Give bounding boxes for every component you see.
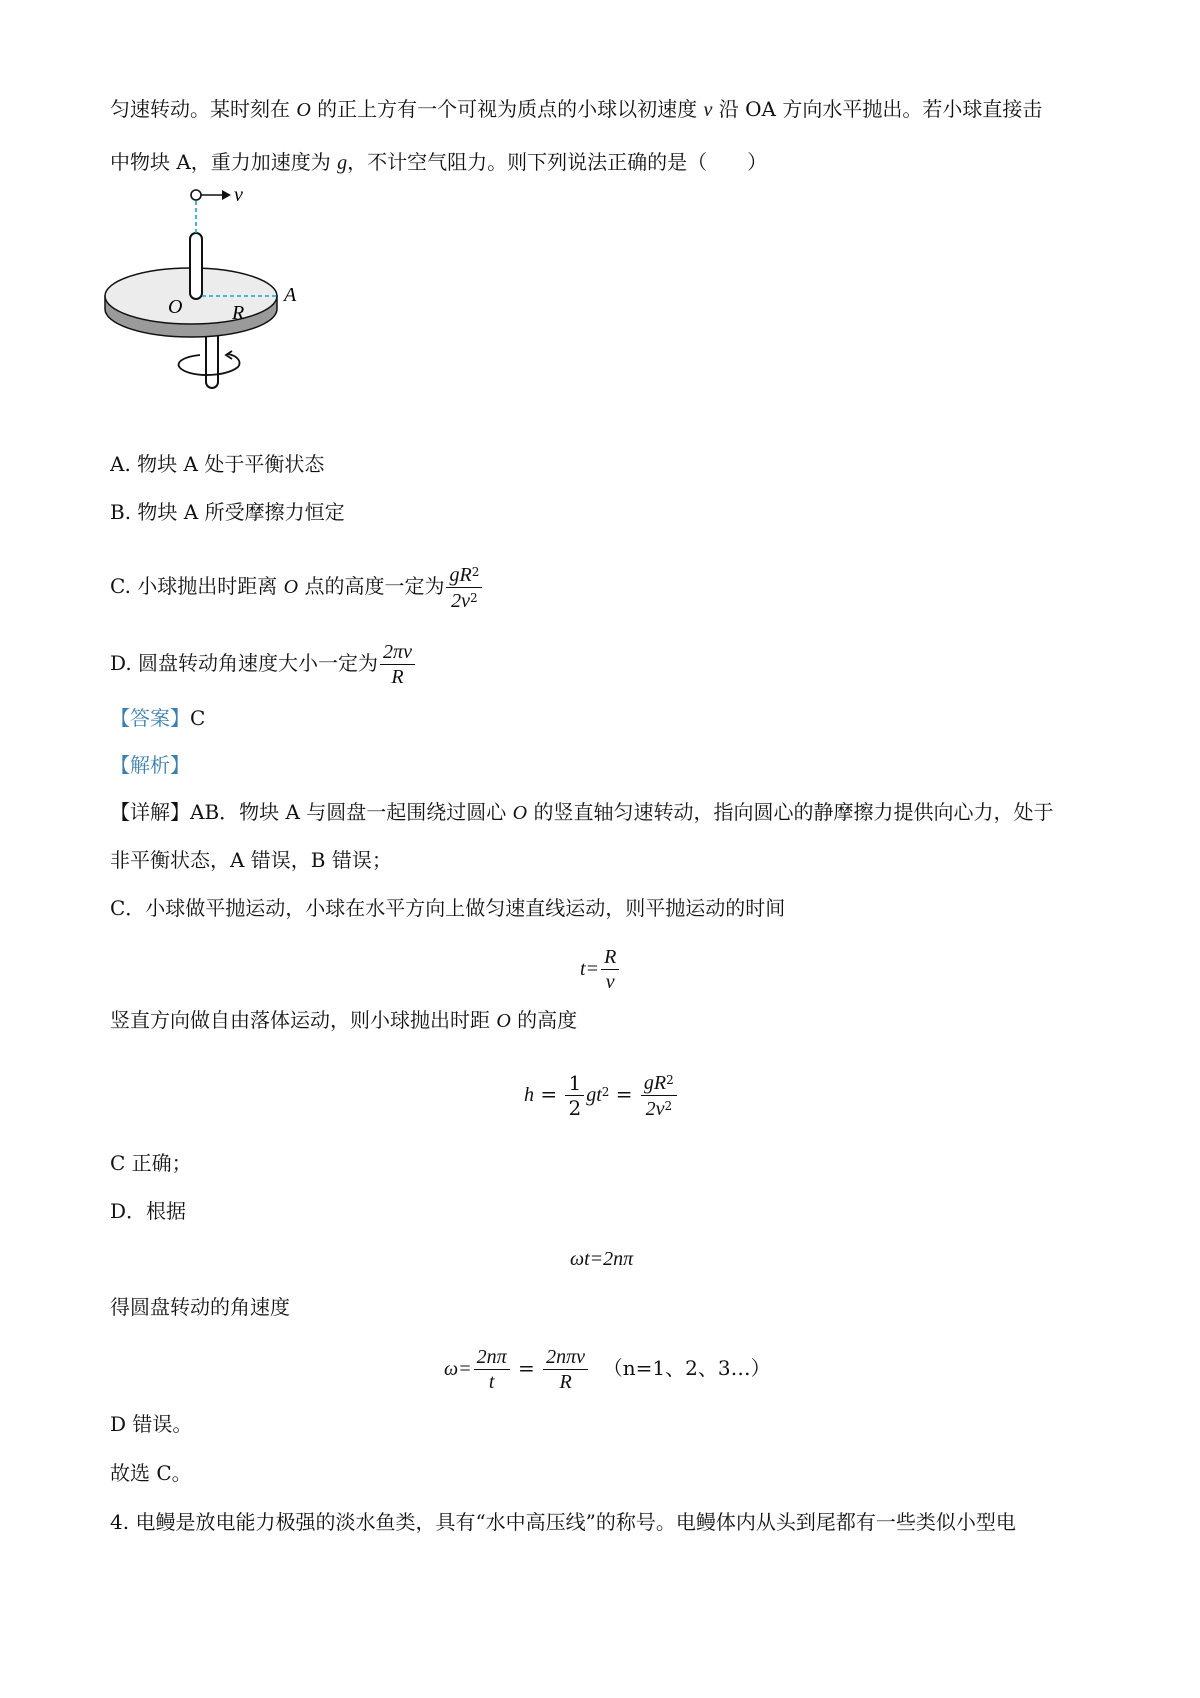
analysis-line: [110, 750, 190, 780]
label-A: A: [284, 284, 297, 306]
option-d: D. 圆盘转动角速度大小一定为 $\frac{2\pi v}{R}$: [110, 633, 417, 693]
detail-line-2: 非平衡状态，A 错误，B 错误；: [110, 848, 392, 872]
option-b: B. 物块 A 所受摩擦力恒定: [110, 500, 345, 524]
detail-line-1: 【详解】AB．物块 A 与圆盘一起围绕过圆心 O 的竖直轴匀速转动，指向圆心的静摩擦力提供向心力，处于: [110, 800, 1054, 824]
answer-value: C: [190, 706, 206, 730]
question-line-1: 匀速转动。某时刻在 O 的正上方有一个可视为质点的小球以初速度 v 沿 OA 方向水平抛出。若小球直接击: [110, 97, 1043, 121]
equation-angular-velocity: ω= $\frac{2n\pi}{t}$ = $\frac{\text{2nπv}}{R}$ （n=1、2、3…）: [444, 1346, 771, 1393]
equation-height: h = $\frac{1}{2}$ $gt^2$ = $\frac{gR^2}{2v^2}$: [524, 1064, 679, 1125]
analysis-tag: 【解析】: [110, 753, 190, 777]
detail-tag: 【详解】: [110, 800, 190, 824]
detail-line-4: 竖直方向做自由落体运动，则小球抛出时距 O 的高度: [110, 1008, 578, 1032]
label-v: v: [234, 185, 243, 206]
detail-line-3: C．小球做平抛运动，小球在水平方向上做匀速直线运动，则平抛运动的时间: [110, 896, 786, 920]
detail-line-8: D 错误。: [110, 1412, 193, 1436]
label-R: R: [232, 302, 245, 324]
next-question: 4. 电鳗是放电能力极强的淡水鱼类，具有“水中高压线”的称号。电鳗体内从头到尾都有一些类似小型电: [110, 1510, 1016, 1534]
answer-line: [110, 703, 205, 733]
equation-time: t= $\frac{R}{v}$: [580, 938, 621, 999]
option-a: A. 物块 A 处于平衡状态: [110, 452, 325, 476]
rotating-disk-figure: [100, 185, 320, 400]
question-line-2: 中物块 A，重力加速度为 g，不计空气阻力。则下列说法正确的是（ ）: [110, 150, 768, 174]
option-c: C. 小球抛出时距离 O 点的高度一定为 $\frac{gR^2}{2v^2}$: [110, 556, 484, 617]
detail-line-6: D．根据: [110, 1199, 187, 1223]
option-c-fraction: $\frac{gR^2}{2v^2}$: [446, 562, 482, 613]
option-d-fraction: $\frac{2\pi v}{R}$: [380, 640, 415, 689]
detail-line-5: C 正确；: [110, 1151, 192, 1175]
answer-tag: 【答案】: [110, 706, 190, 730]
detail-line-7: 得圆盘转动的角速度: [110, 1295, 290, 1319]
detail-line-9: 故选 C。: [110, 1461, 192, 1485]
equation-omega-t: ωt=2nπ: [570, 1248, 634, 1270]
label-O: O: [168, 296, 183, 318]
